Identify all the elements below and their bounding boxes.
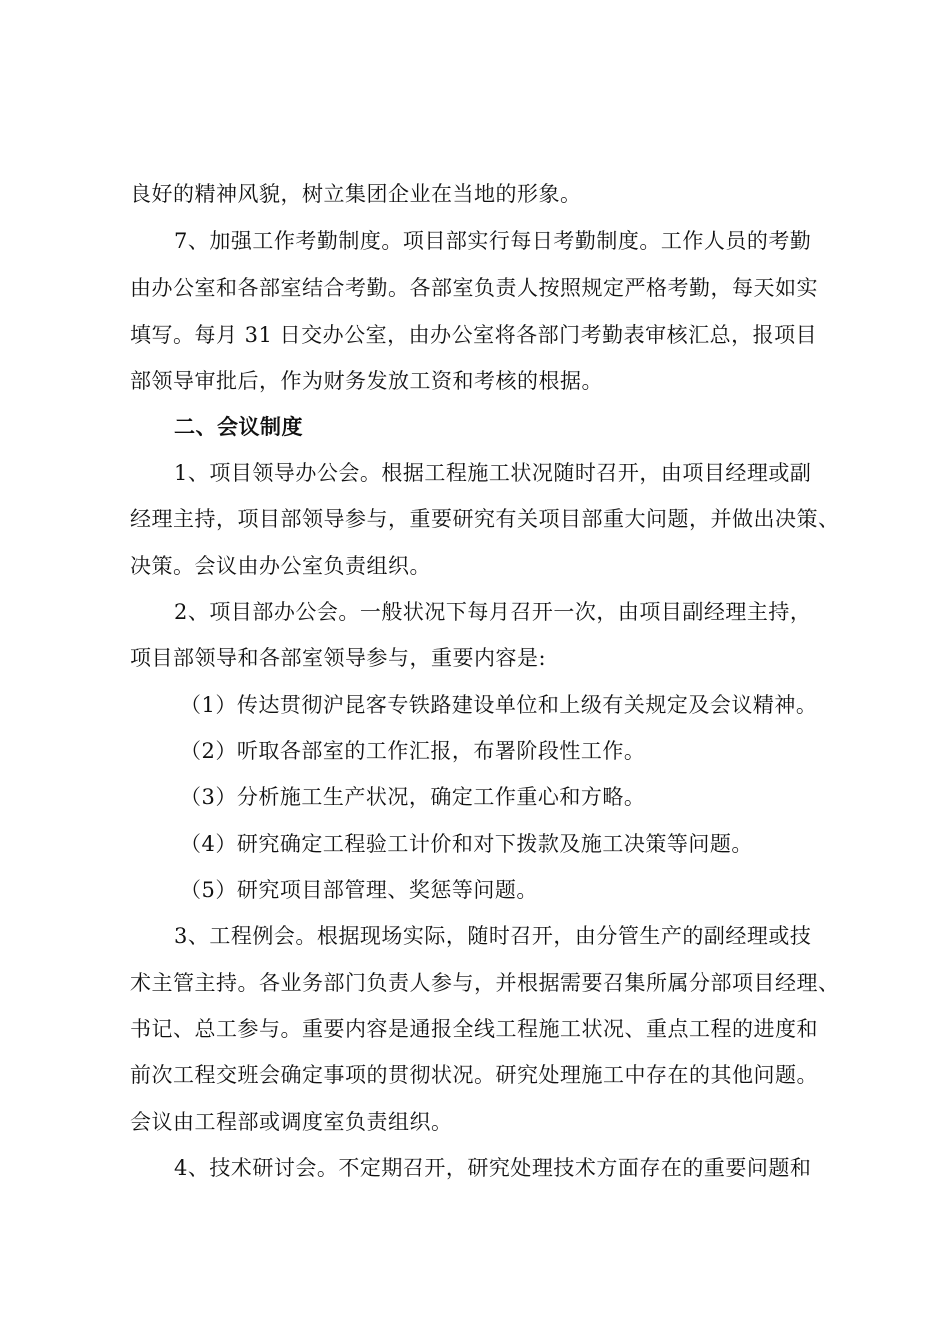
paragraph-line: 会议由工程部或调度室负责组织。 <box>130 1110 453 1134</box>
paragraph-line: 决策。会议由办公室负责组织。 <box>130 554 431 578</box>
list-item: （5）研究项目部管理、奖惩等问题。 <box>180 878 538 902</box>
paragraph-line: 2、项目部办公会。一般状况下每月召开一次，由项目副经理主持， <box>174 600 812 624</box>
paragraph-line: 项目部领导和各部室领导参与，重要内容是: <box>130 646 547 670</box>
list-item: （3）分析施工生产状况，确定工作重心和方略。 <box>180 785 646 809</box>
paragraph-line: 书记、总工参与。重要内容是通报全线工程施工状况、重点工程的进度和 <box>130 1017 818 1041</box>
paragraph-line: 部领导审批后，作为财务发放工资和考核的根据。 <box>130 369 603 393</box>
paragraph-line: 7、加强工作考勤制度。项目部实行每日考勤制度。工作人员的考勤 <box>174 229 812 253</box>
section-heading: 二、会议制度 <box>174 414 303 439</box>
paragraph-line: 前次工程交班会确定事项的贯彻状况。研究处理施工中存在的其他问题。 <box>130 1063 818 1087</box>
paragraph-line: 4、技术研讨会。不定期召开，研究处理技术方面存在的重要问题和 <box>174 1156 812 1180</box>
list-item: （4）研究确定工程验工计价和对下拨款及施工决策等问题。 <box>180 832 753 856</box>
paragraph-line: 由办公室和各部室结合考勤。各部室负责人按照规定严格考勤，每天如实 <box>130 276 818 300</box>
paragraph-line: 良好的精神风貌，树立集团企业在当地的形象。 <box>130 182 582 206</box>
paragraph-line: 1、项目领导办公会。根据工程施工状况随时召开，由项目经理或副 <box>174 461 812 485</box>
paragraph-line: 3、工程例会。根据现场实际，随时召开，由分管生产的副经理或技 <box>174 924 812 948</box>
paragraph-line: 填写。每月 31 日交办公室，由办公室将各部门考勤表审核汇总，报项目 <box>130 323 818 347</box>
list-item: （1）传达贯彻沪昆客专铁路建设单位和上级有关规定及会议精神。 <box>180 693 818 717</box>
list-item: （2）听取各部室的工作汇报，布署阶段性工作。 <box>180 739 646 763</box>
paragraph-line: 经理主持，项目部领导参与，重要研究有关项目部重大问题，并做出决策、 <box>130 507 840 531</box>
paragraph-line: 术主管主持。各业务部门负责人参与，并根据需要召集所属分部项目经理、 <box>130 971 840 995</box>
